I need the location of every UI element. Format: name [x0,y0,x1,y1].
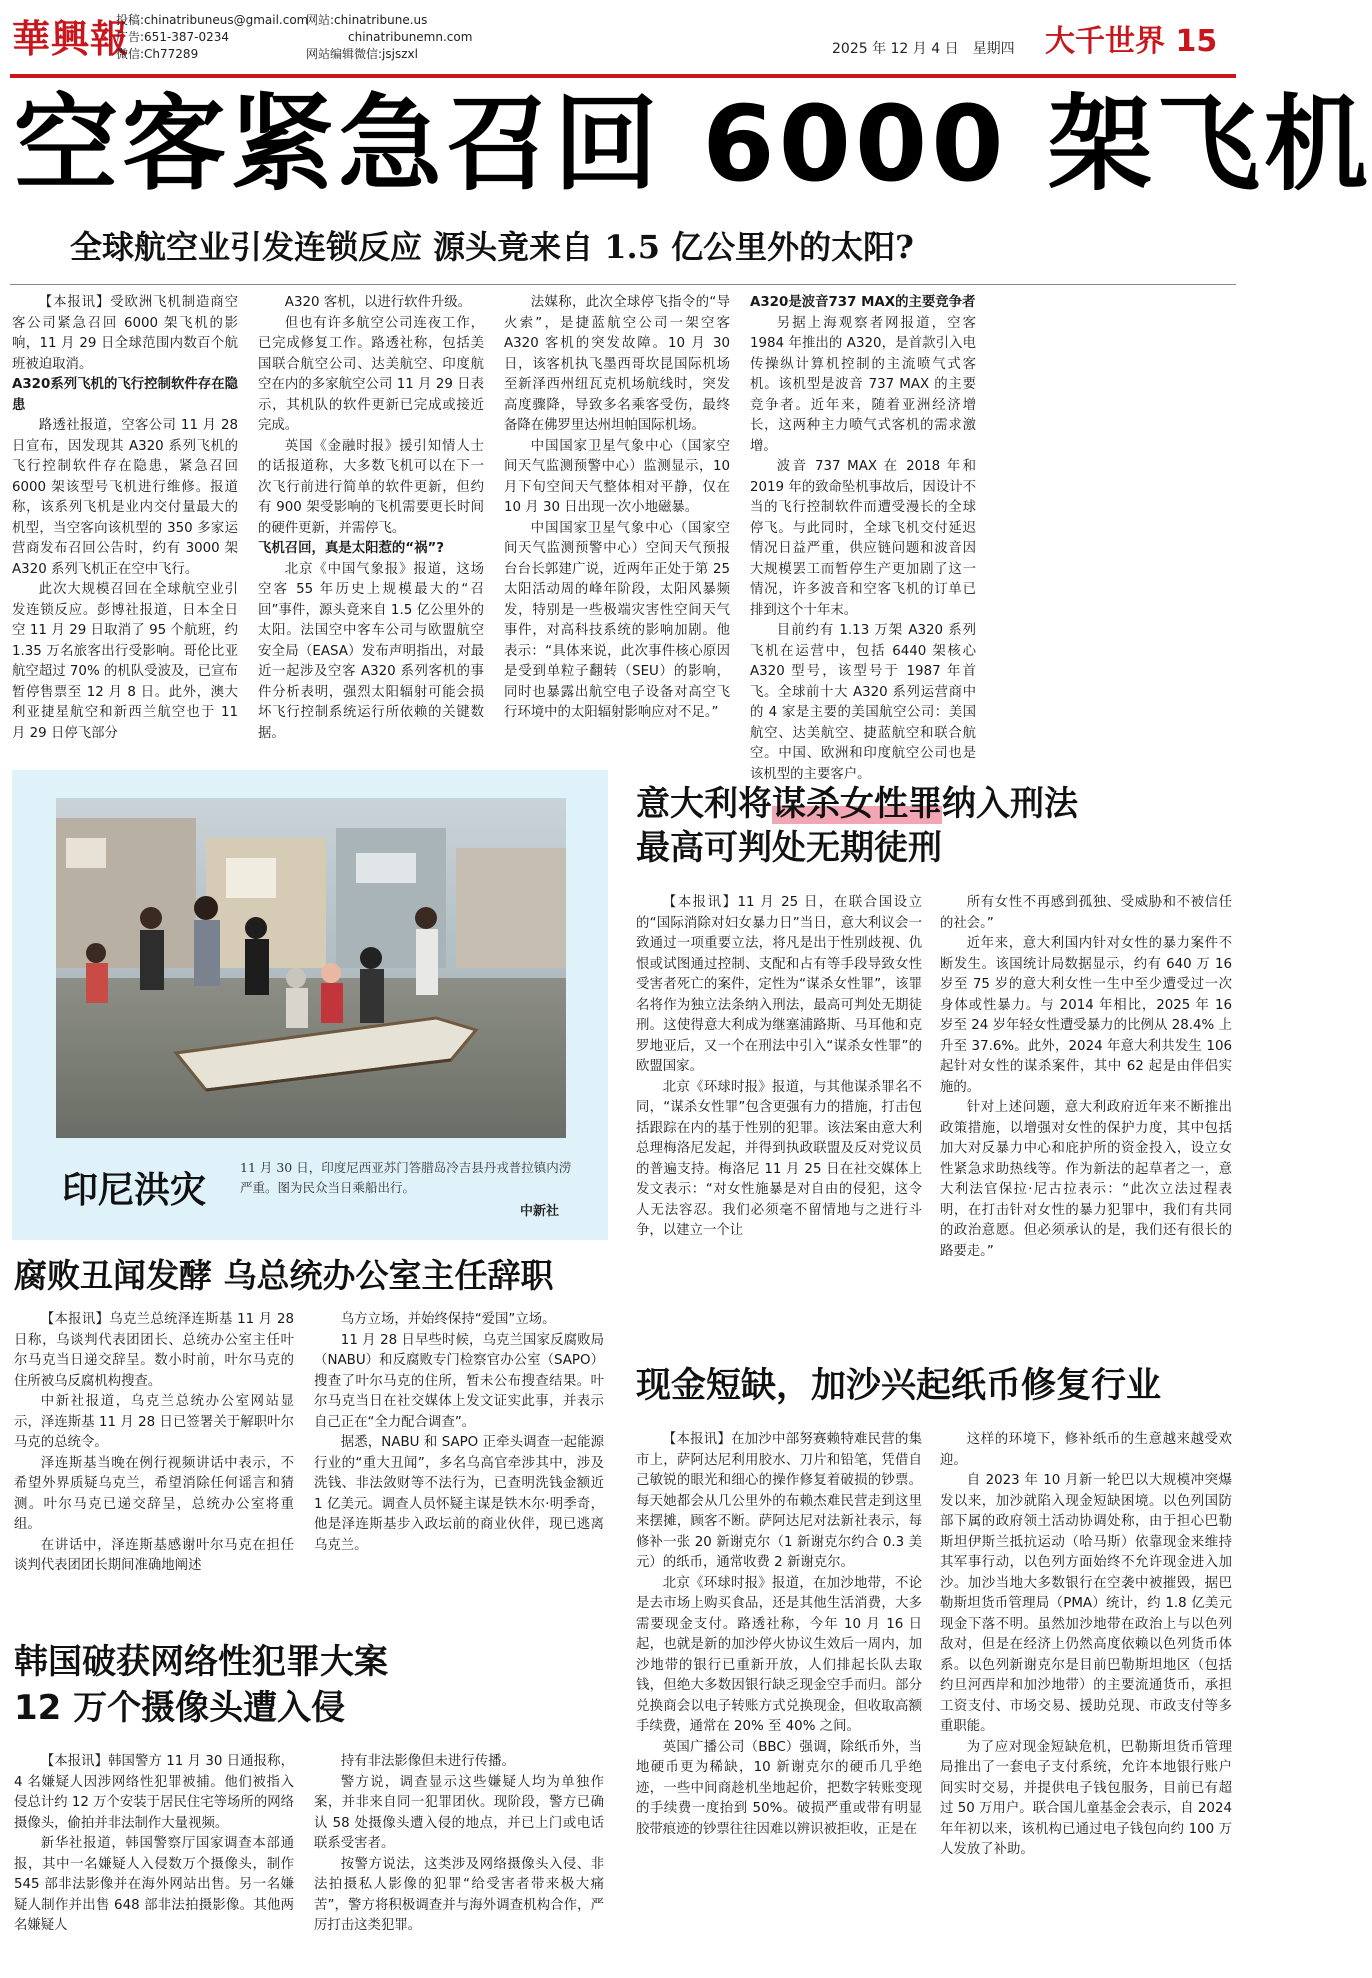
lead-column-3 [504,293,730,763]
gaza-column-2 [940,1430,1232,1970]
italy-column-1 [636,893,922,1343]
article-paragraph: 【本报讯】在加沙中部努赛赖特难民营的集市上，萨阿达尼利用胶水、刀片和铅笔，凭借自己敏锐的眼光和细心的操作修复着破损的钞票。每天她都会从几公里外的布赖杰难民营走到这里来摆摊，顾客不断。萨阿达尼对法新社表示，每修补一张 20 新谢克尔（1 新谢克尔约合 0.3 美元）的纸币，通常收费 2 新谢克尔。 [636,1432,922,1570]
korea-headline-line-2: 12 万个摄像头遭入侵 [14,1688,346,1728]
article-paragraph: A320 客机，以进行软件升级。 [284,295,472,310]
photo-title: 印尼洪灾 [62,1169,207,1211]
editor-wechat: 网站编辑微信:jsjszxl [306,47,418,61]
article-paragraph: 波音 737 MAX 在 2018 年和 2019 年的致命坠机事故后，因设计不当的飞行控制软件而遭受漫长的全球停飞。与此同时，全球飞机交付延迟情况日益严重，供应链问题和波音因大规模罢工而暂停生产更加剧了这一情况，许多波音和空客飞机的订单已排到这个十年末。 [750,459,976,618]
article-paragraph: 警方说，调查显示这些嫌疑人均为单独作案，并非来自同一犯罪团伙。现阶段，警方已确认 58 处摄像头遭入侵的地点，并已上门或电话联系受害者。 [314,1774,604,1851]
article-paragraph: 中国国家卫星气象中心（国家空间天气监测预警中心）空间天气预报台台长郭建广说，近两年正处于第 25 太阳活动周的峰年阶段，太阳风暴频发，特别是一些极端灾害性空间天气事件，对高科技系统的影响加剧。他表示：“具体来说，此次事件核心原因是受到单粒子翻转（SEU）的影响，同时也暴露出航空电子设备对高空飞行环境中的太阳辐射影响应对不足。” [504,520,730,720]
lead-subheadline: 全球航空业引发连锁反应 源头竟来自 1.5 亿公里外的太阳? [70,228,914,266]
flood-photo-illustration [56,798,566,1138]
section-title: 大千世界 15 [1045,24,1218,59]
lead-headline: 空客紧急召回 6000 架飞机 [14,83,1372,205]
article-paragraph: 在讲话中，泽连斯基感谢叶尔马克在担任谈判代表团团长期间准确地阐述 [14,1537,294,1573]
italy-headline-part-2: 纳入刑法 [942,784,1078,824]
section-subheading: A320是波音737 MAX的主要竞争者 [750,295,976,310]
article-paragraph: 法媒称，此次全球停飞指令的“导火索”，是捷蓝航空公司一架空客 A320 客机的突发故障。10 月 30 日，该客机执飞墨西哥坎昆国际机场至新泽西州纽瓦克机场航线时，突发高度骤降，导致多名乘客受伤，最终备降在佛罗里达州坦帕国际机场。 [504,295,730,433]
korea-column-1 [14,1752,294,1972]
article-paragraph: 按警方说法，这类涉及网络摄像头入侵、非法拍摄私人影像的犯罪“给受害者带来极大痛苦”，警方将积极调查并与海外调查机构合作，严厉打击这类犯罪。 [314,1856,604,1933]
italy-column-2 [940,893,1232,1343]
korea-headline: 韩国破获网络性犯罪大案 [14,1642,388,1682]
article-paragraph: 中新社报道，乌克兰总统办公室网站显示，泽连斯基 11 月 28 日已签署关于解职叶尔马克的总统令。 [14,1394,294,1450]
article-paragraph: 11 月 28 日早些时候，乌克兰国家反腐败局（NABU）和反腐败专门检察官办公室（SAPO）搜查了叶尔马克的住所，暂未公布搜查结果。叶尔马克当日在社交媒体上发文证实此事，并表示自己正在“全力配合调查”。 [314,1332,604,1430]
website-link[interactable]: 网站:chinatribune.us [306,13,428,27]
issue-date: 2025 年 12 月 4 日 星期四 [832,41,1015,57]
article-paragraph: 持有非法影像但未进行传播。 [340,1754,515,1769]
article-paragraph: 新华社报道，韩国警察厅国家调查本部通报，其中一名嫌疑人入侵数万个摄像头，制作 545 部非法影像并在海外网站出售。另一名嫌疑人制作并出售 648 部非法拍摄影像。其他两名嫌疑人 [14,1836,294,1933]
article-paragraph: 北京《环球时报》报道，与其他谋杀罪名不同，“谋杀女性罪”包含更强有力的措施，打击包括跟踪在内的基于性别的犯罪。该法案由意大利总理梅洛尼发起，并得到执政联盟及反对党议员的普遍支持。梅洛尼 11 月 25 日在社交媒体上发文表示：“对女性施暴是对自由的侵犯，这令人无法容忍。我们必须毫不留情地与之进行斗争，以建立一个让 [636,1079,922,1238]
article-paragraph: 英国广播公司（BBC）强调，除纸币外，当地硬币更为稀缺，10 新谢克尔的硬币几乎绝迹，一些中间商趁机坐地起价，把数字转账变现的手续费一度抬到 50%。破损严重或带有明显胶带痕迹的钞票往往因难以辨识被拒收，正是在 [636,1739,922,1837]
article-paragraph: 路透社报道，空客公司 11 月 28 日宣布，因发现其 A320 系列飞机的飞行控制软件存在隐患，紧急召回 6000 架该型号飞机进行维修。报道称，该系列飞机是业内交付量最大的机型，当空客向该机型的 350 多家运营商发布召回公告时，约有 3000 架 A320 系列飞机正在空中飞行。 [12,418,238,577]
lead-column-4 [750,293,976,782]
article-paragraph: 自 2023 年 10 月新一轮巴以大规模冲突爆发以来，加沙就陷入现金短缺困境。以色列国防部下属的政府领土活动协调处称，由于担心巴勒斯坦伊斯兰抵抗运动（哈马斯）依靠现金来维持其军事行动，以色列方面始终不允许现金进入加沙。加沙当地大多数银行在空袭中被摧毁，据巴勒斯坦货币管理局（PMA）统计，约 1.8 亿美元现金下落不明。虽然加沙地带在政治上与以色列敌对，但是在经济上仍然高度依赖以色列货币体系。以色列新谢克尔是目前巴勒斯坦地区（包括约旦河西岸和加沙地带）的主要流通货币，承担工资支付、市场交易、援助兑现、市政支付等多重职能。 [940,1473,1232,1734]
article-paragraph: 近年来，意大利国内针对女性的暴力案件不断发生。该国统计局数据显示，约有 640 万 16 岁至 75 岁的意大利女性一生中至少遭受过一次身体或性暴力。与 2014 年相比，2025 年 16 岁至 24 岁年轻女性遭受暴力的比例从 28.4% 上升至 37.6%。此外，2024 年意大利共发生 106 起针对女性的谋杀案件，其中 62 起是由伴侣实施的。 [940,936,1232,1095]
italy-headline [636,782,1078,826]
article-paragraph: 为了应对现金短缺危机，巴勒斯坦货币管理局推出了一套电子支付系统，允许本地银行账户间实时交易，并提供电子钱包服务，目前已有超过 50 万用户。联合国儿童基金会表示，自 2024 年年初以来，该机构已通过电子钱包向约 100 万人发放了补助。 [940,1739,1232,1857]
ukraine-column-2 [314,1310,604,1628]
article-paragraph: 乌方立场，并始终保持“爱国”立场。 [340,1312,556,1327]
article-paragraph: 但也有许多航空公司连夜工作，已完成修复工作。路透社称，包括美国联合航空公司、达美航空、印度航空在内的多家航空公司 11 月 29 日表示，其机队的软件更新已完成或接近完成。 [258,315,484,433]
ukraine-column-1 [14,1310,294,1628]
article-paragraph: 针对上述问题，意大利政府近年来不断推出政策措施，以增强对女性的保护力度，其中包括加大对反暴力中心和庇护所的资金投入，设立女性紧急求助热线等。作为新法的起草者之一，意大利法官保拉·尼古拉表示：“此次立法过程表明，在打击针对女性的暴力犯罪中，我们有共同的政治意愿。但必须承认的是，我们还有很长的路要走。” [940,1100,1232,1259]
article-paragraph: 这样的环境下，修补纸币的生意越来越受欢迎。 [940,1432,1232,1468]
article-paragraph: 中国国家卫星气象中心（国家空间天气监测预警中心）监测显示，10 月下旬空间天气整体相对平静，仅在 10 月 30 日出现一次小地磁暴。 [504,438,730,515]
article-paragraph: 【本报讯】乌克兰总统泽连斯基 11 月 28 日称，乌谈判代表团团长、总统办公室主任叶尔马克当日递交辞呈。数小时前，叶尔马克的住所被乌反腐机构搜查。 [14,1312,294,1389]
korea-column-2 [314,1752,604,1972]
article-paragraph: 泽连斯基当晚在例行视频讲话中表示，不希望外界质疑乌克兰，希望消除任何谣言和猜测。叶尔马克已递交辞呈，总统办公室将重组。 [14,1455,294,1532]
lead-column-1 [12,293,238,763]
italy-headline-line-2: 最高可判处无期徒刑 [636,828,942,868]
article-paragraph: 另据上海观察者网报道，空客 1984 年推出的 A320，是首款引入电传操纵计算机控制的主流喷气式客机。该机型是波音 737 MAX 的主要竞争者。近年来，随着亚洲经济增长，这两种主力喷气式客机的需求激增。 [750,315,976,454]
gaza-column-1 [636,1430,922,1970]
article-paragraph: 据悉，NABU 和 SAPO 正牵头调查一起能源行业的“重大丑闻”，多名乌高官牵涉其中，涉及洗钱、非法敛财等不法行为，已查明洗钱金额近 1 亿美元。调查人员怀疑主谋是铁木尔·明季奇，他是泽连斯基步入政坛前的商业伙伴，现已逃离乌克兰。 [314,1435,604,1553]
article-paragraph: 目前约有 1.13 万架 A320 系列飞机在运营中，包括 6440 架核心 A320 型号，该型号于 1987 年首飞。全球前十大 A320 系列运营商中的 4 家是主要的美国航空公司：美国航空、达美航空、捷蓝航空和联合航空。中国、欧洲和印度航空公司也是该机型的主要客户。 [750,623,976,782]
newspaper-logo: 華興報 [12,16,130,61]
article-paragraph: 此次大规模召回在全球航空业引发连锁反应。彭博社报道，日本全日空 11 月 29 日取消了 95 个航班，约 1.35 万名旅客出行受影响。哥伦比亚航空超过 70% 的机队受波及，已宣布暂停售票至 12 月 8 日。此外，澳大利亚捷星航空和新西兰航空也于 11 月 29 日停飞部分 [12,582,238,741]
lead-column-2 [258,293,484,763]
article-paragraph: 【本报讯】11 月 25 日，在联合国设立的“国际消除对妇女暴力日”当日，意大利议会一致通过一项重要立法，将凡是出于性别歧视、仇恨或试图通过控制、支配和占有等手段导致女性受害者死亡的案件，定性为“谋杀女性罪”，该罪名将作为独立法条纳入刑法，最高可判处无期徒刑。这使得意大利成为继塞浦路斯、马耳他和克罗地亚后，又一个在刑法中引入“谋杀女性罪”的欧盟国家。 [636,895,922,1074]
section-subheading: 飞机召回，真是太阳惹的“祸”? [258,541,445,556]
divider [10,284,1236,285]
flood-photo [56,798,566,1138]
article-paragraph: 北京《环球时报》报道，在加沙地带，不论是去市场上购买食品，还是其他生活消费，大多需要现金支付。路透社称，今年 10 月 16 日起，也就是新的加沙停火协议生效后一周内，加沙地带的银行已重新开放，人们排起长队去取钱，但绝大多数因银行缺乏现金空手而归。部分兑换商会以电子转账方式兑换现金，但收取高额手续费，通常在 20% 至 40% 之间。 [636,1575,922,1734]
article-paragraph: 【本报讯】韩国警方 11 月 30 日通报称，4 名嫌疑人因涉网络性犯罪被捕。他们被指入侵总计约 12 万个安装于居民住宅等场所的网络摄像头，偷拍并非法制作大量视频。 [14,1754,294,1831]
italy-headline-part-1: 意大利将 [636,784,772,824]
italy-headline-highlight: 谋杀女性罪 [772,784,942,824]
article-paragraph: 英国《金融时报》援引知情人士的话报道称，大多数飞机可以在下一次飞行前进行简单的软件更新，但约有 900 架受影响的飞机需要更长时间的硬件更新，并需停飞。 [258,438,484,536]
photo-credit: 中新社 [520,1204,560,1219]
photo-caption: 11 月 30 日，印度尼西亚苏门答腊岛冷吉县丹戎普拉镇内涝严重。图为民众当日乘船出行。 [240,1160,572,1195]
contact-wechat: 微信:Ch77289 [116,47,199,61]
article-paragraph: 【本报讯】受欧洲飞机制造商空客公司紧急召回 6000 架飞机的影响，11 月 29 日全球范围内数百个航班被迫取消。 [12,295,238,372]
gaza-headline: 现金短缺，加沙兴起纸币修复行业 [636,1366,1162,1406]
header-rule [10,74,1236,78]
contact-email[interactable]: 投稿:chinatribuneus@gmail.com [116,13,309,27]
contact-info [116,12,308,63]
ukraine-headline: 腐败丑闻发酵 乌总统办公室主任辞职 [14,1256,554,1295]
contact-phone: 广告:651-387-0234 [116,30,230,44]
article-paragraph: 所有女性不再感到孤独、受威胁和不被信任的社会。” [940,895,1232,931]
section-subheading: A320系列飞机的飞行控制软件存在隐患 [12,377,238,413]
article-paragraph: 北京《中国气象报》报道，这场空客 55 年历史上规模最大的“召回”事件，源头竟来自 1.5 亿公里外的太阳。法国空中客车公司与欧盟航空安全局（EASA）发布声明指出，对最近一起涉及空客 A320 系列客机的事件分析表明，强烈太阳辐射可能会损坏飞行控制系统运行所依赖的关键数据。 [258,561,484,741]
website-info [306,12,472,63]
website-link-2[interactable]: chinatribunemn.com [348,30,473,44]
